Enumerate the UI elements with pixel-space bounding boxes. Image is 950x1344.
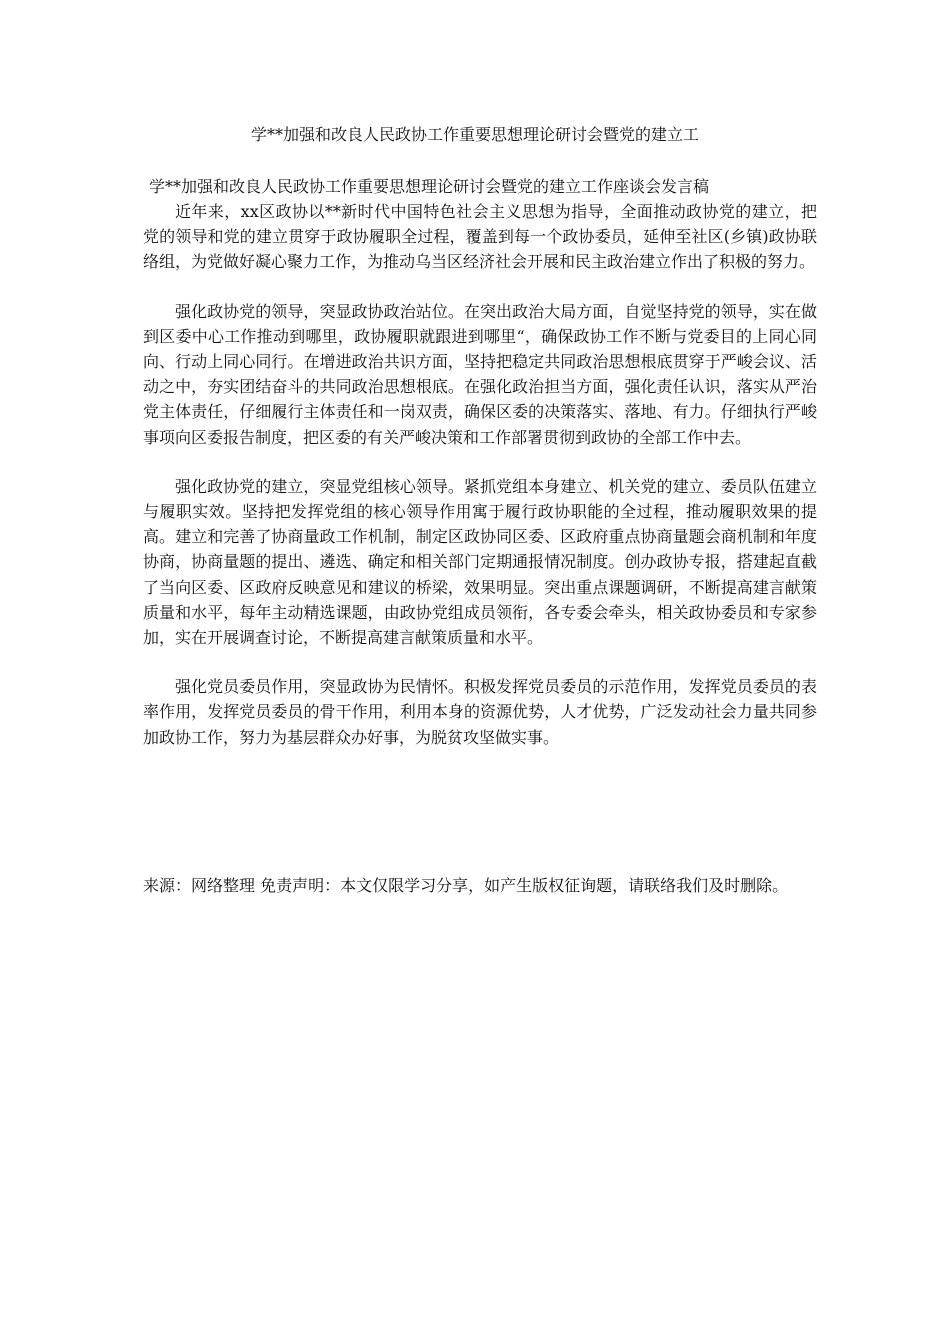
document-body bbox=[143, 175, 817, 750]
paragraph-intro: 近年来，xx区政协以**新时代中国特色社会主义思想为指导，全面推动政协党的建立，把党的领导和党的建立贯穿于政协履职全过程，覆盖到每一个政协委员，延伸至社区(乡镇)政协联络组，为党做好凝心聚力工作，为推动乌当区经济社会开展和民主政治建立作出了积极的努力。 bbox=[143, 202, 817, 272]
source-disclaimer: 来源：网络整理 免责声明：本文仅限学习分享，如产生版权征询题，请联络我们及时删除。 bbox=[143, 876, 789, 895]
paragraph-member-role: 强化党员委员作用，突显政协为民情怀。积极发挥党员委员的示范作用，发挥党员委员的表率作用，发挥党员委员的骨干作用，利用本身的资源优势，人才优势，广泛发动社会力量共同参加政协工作，努力为基层群众办好事，为脱贫攻坚做实事。 bbox=[143, 677, 817, 747]
paragraph-party-leadership: 强化政协党的领导，突显政协政治站位。在突出政治大局方面，自觉坚持党的领导，实在做到区委中心工作推动到哪里，政协履职就跟进到哪里“，确保政协工作不断与党委目的上同心同向、行动上同心同行。在增进政治共识方面，坚持把稳定共同政治思想根底贯穿于严峻会议、活动之中，夯实团结奋斗的共同政治思想根底。在强化政治担当方面，强化责任认识，落实从严治党主体责任，仔细履行主体责任和一岗双责，确保区委的决策落实、落地、有力。仔细执行严峻事项向区委报告制度，把区委的有关严峻决策和工作部署贯彻到政协的全部工作中去。 bbox=[143, 301, 817, 447]
paragraph-gap bbox=[143, 650, 817, 674]
paragraph-gap bbox=[143, 450, 817, 474]
document-title: 学**加强和改良人民政协工作重要思想理论研讨会暨党的建立工 bbox=[250, 125, 699, 144]
paragraph-gap bbox=[143, 275, 817, 299]
paragraph-party-building: 强化政协党的建立，突显党组核心领导。紧抓党组本身建立、机关党的建立、委员队伍建立与履职实效。坚持把发挥党组的核心领导作用寓于履行政协职能的全过程，推动履职效果的提高。建立和完善了协商量政工作机制，制定区政协同区委、区政府重点协商量题会商机制和年度协商，协商量题的提出、遴选、确定和相关部门定期通报情况制度。创办政协专报，搭建起直截了当向区委、区政府反映意见和建议的桥梁，效果明显。突出重点课题调研，不断提高建言献策质量和水平，每年主动精选课题，由政协党组成员领衔，各专委会牵头，相关政协委员和专家参加，实在开展调查讨论，不断提高建言献策质量和水平。 bbox=[143, 476, 817, 648]
document-subtitle: 学**加强和改良人民政协工作重要思想理论研讨会暨党的建立工作座谈会发言稿 bbox=[149, 177, 710, 196]
